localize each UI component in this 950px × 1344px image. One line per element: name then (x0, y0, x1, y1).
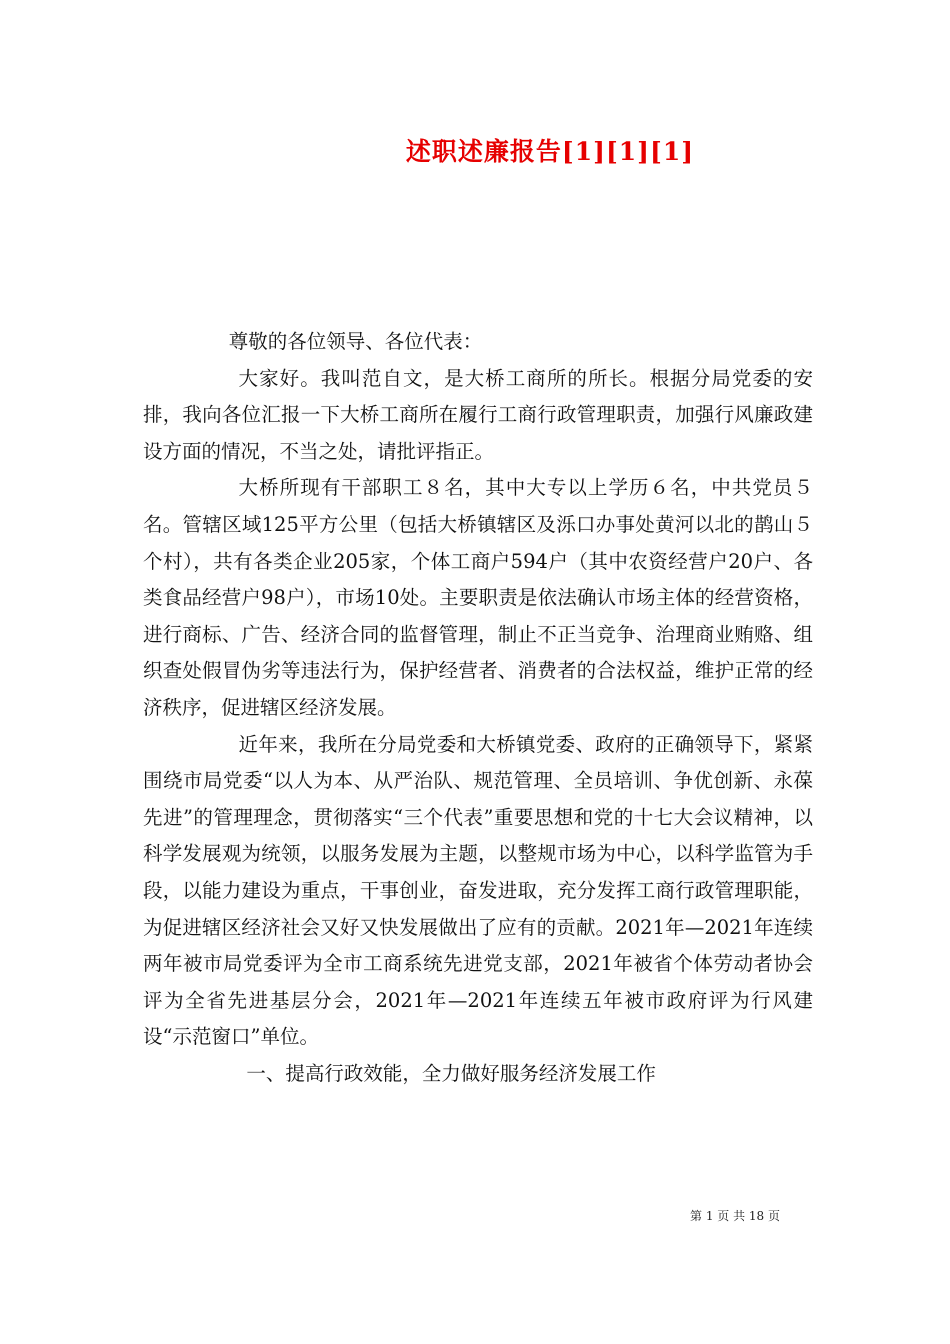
salutation: 尊敬的各位领导、各位代表： (228, 330, 483, 353)
paragraph-achievements: 近年来，我所在分局党委和大桥镇党委、政府的正确领导下，紧紧围绕市局党委“以人为本、从严治队、规范管理、全员培训、争优创新、永葆先进”的管理理念，贯彻落实“三个代表”重要思想和党的十七大会议精神，以科学发展观为统领，以服务发展为主题，以整规市场为中心，以科学监管为手段，以能力建设为重点，干事创业，奋发进取，充分发挥工商行政管理职能，为促进辖区经济社会又好又快发展做出了应有的贡献。2021年—2021年连续两年被市局党委评为全市工商系统先进党支部，2021年被省个体劳动者协会评为全省先进基层分会，2021年—2021年连续五年被市政府评为行风建设“示范窗口”单位。 (143, 732, 813, 1049)
document-title: 述职述廉报告[1][1][1] (405, 137, 695, 166)
document-body (143, 324, 813, 1092)
section-heading: 一、提高行政效能，全力做好服务经济发展工作 (246, 1061, 656, 1085)
paragraph-overview: 大桥所现有干部职工８名，其中大专以上学历６名，中共党员５名。管辖区域125平方公里（包括大桥镇辖区及泺口办事处黄河以北的鹊山５个村），共有各类企业205家，个体工商户594户（其中农资经营户20户、各类食品经营户98户），市场10处。主要职责是依法确认市场主体的经营资格，进行商标、广告、经济合同的监督管理，制止不正当竞争、治理商业贿赂、组织查处假冒伪劣等违法行为，保护经营者、消费者的合法权益，维护正常的经济秩序，促进辖区经济发展。 (143, 476, 813, 719)
page-number: 第 1 页 共 18 页 (690, 1209, 780, 1223)
paragraph-intro: 大家好。我叫范自文，是大桥工商所的所长。根据分局党委的安排，我向各位汇报一下大桥工商所在履行工商行政管理职责，加强行风廉政建设方面的情况，不当之处，请批评指正。 (143, 366, 813, 463)
